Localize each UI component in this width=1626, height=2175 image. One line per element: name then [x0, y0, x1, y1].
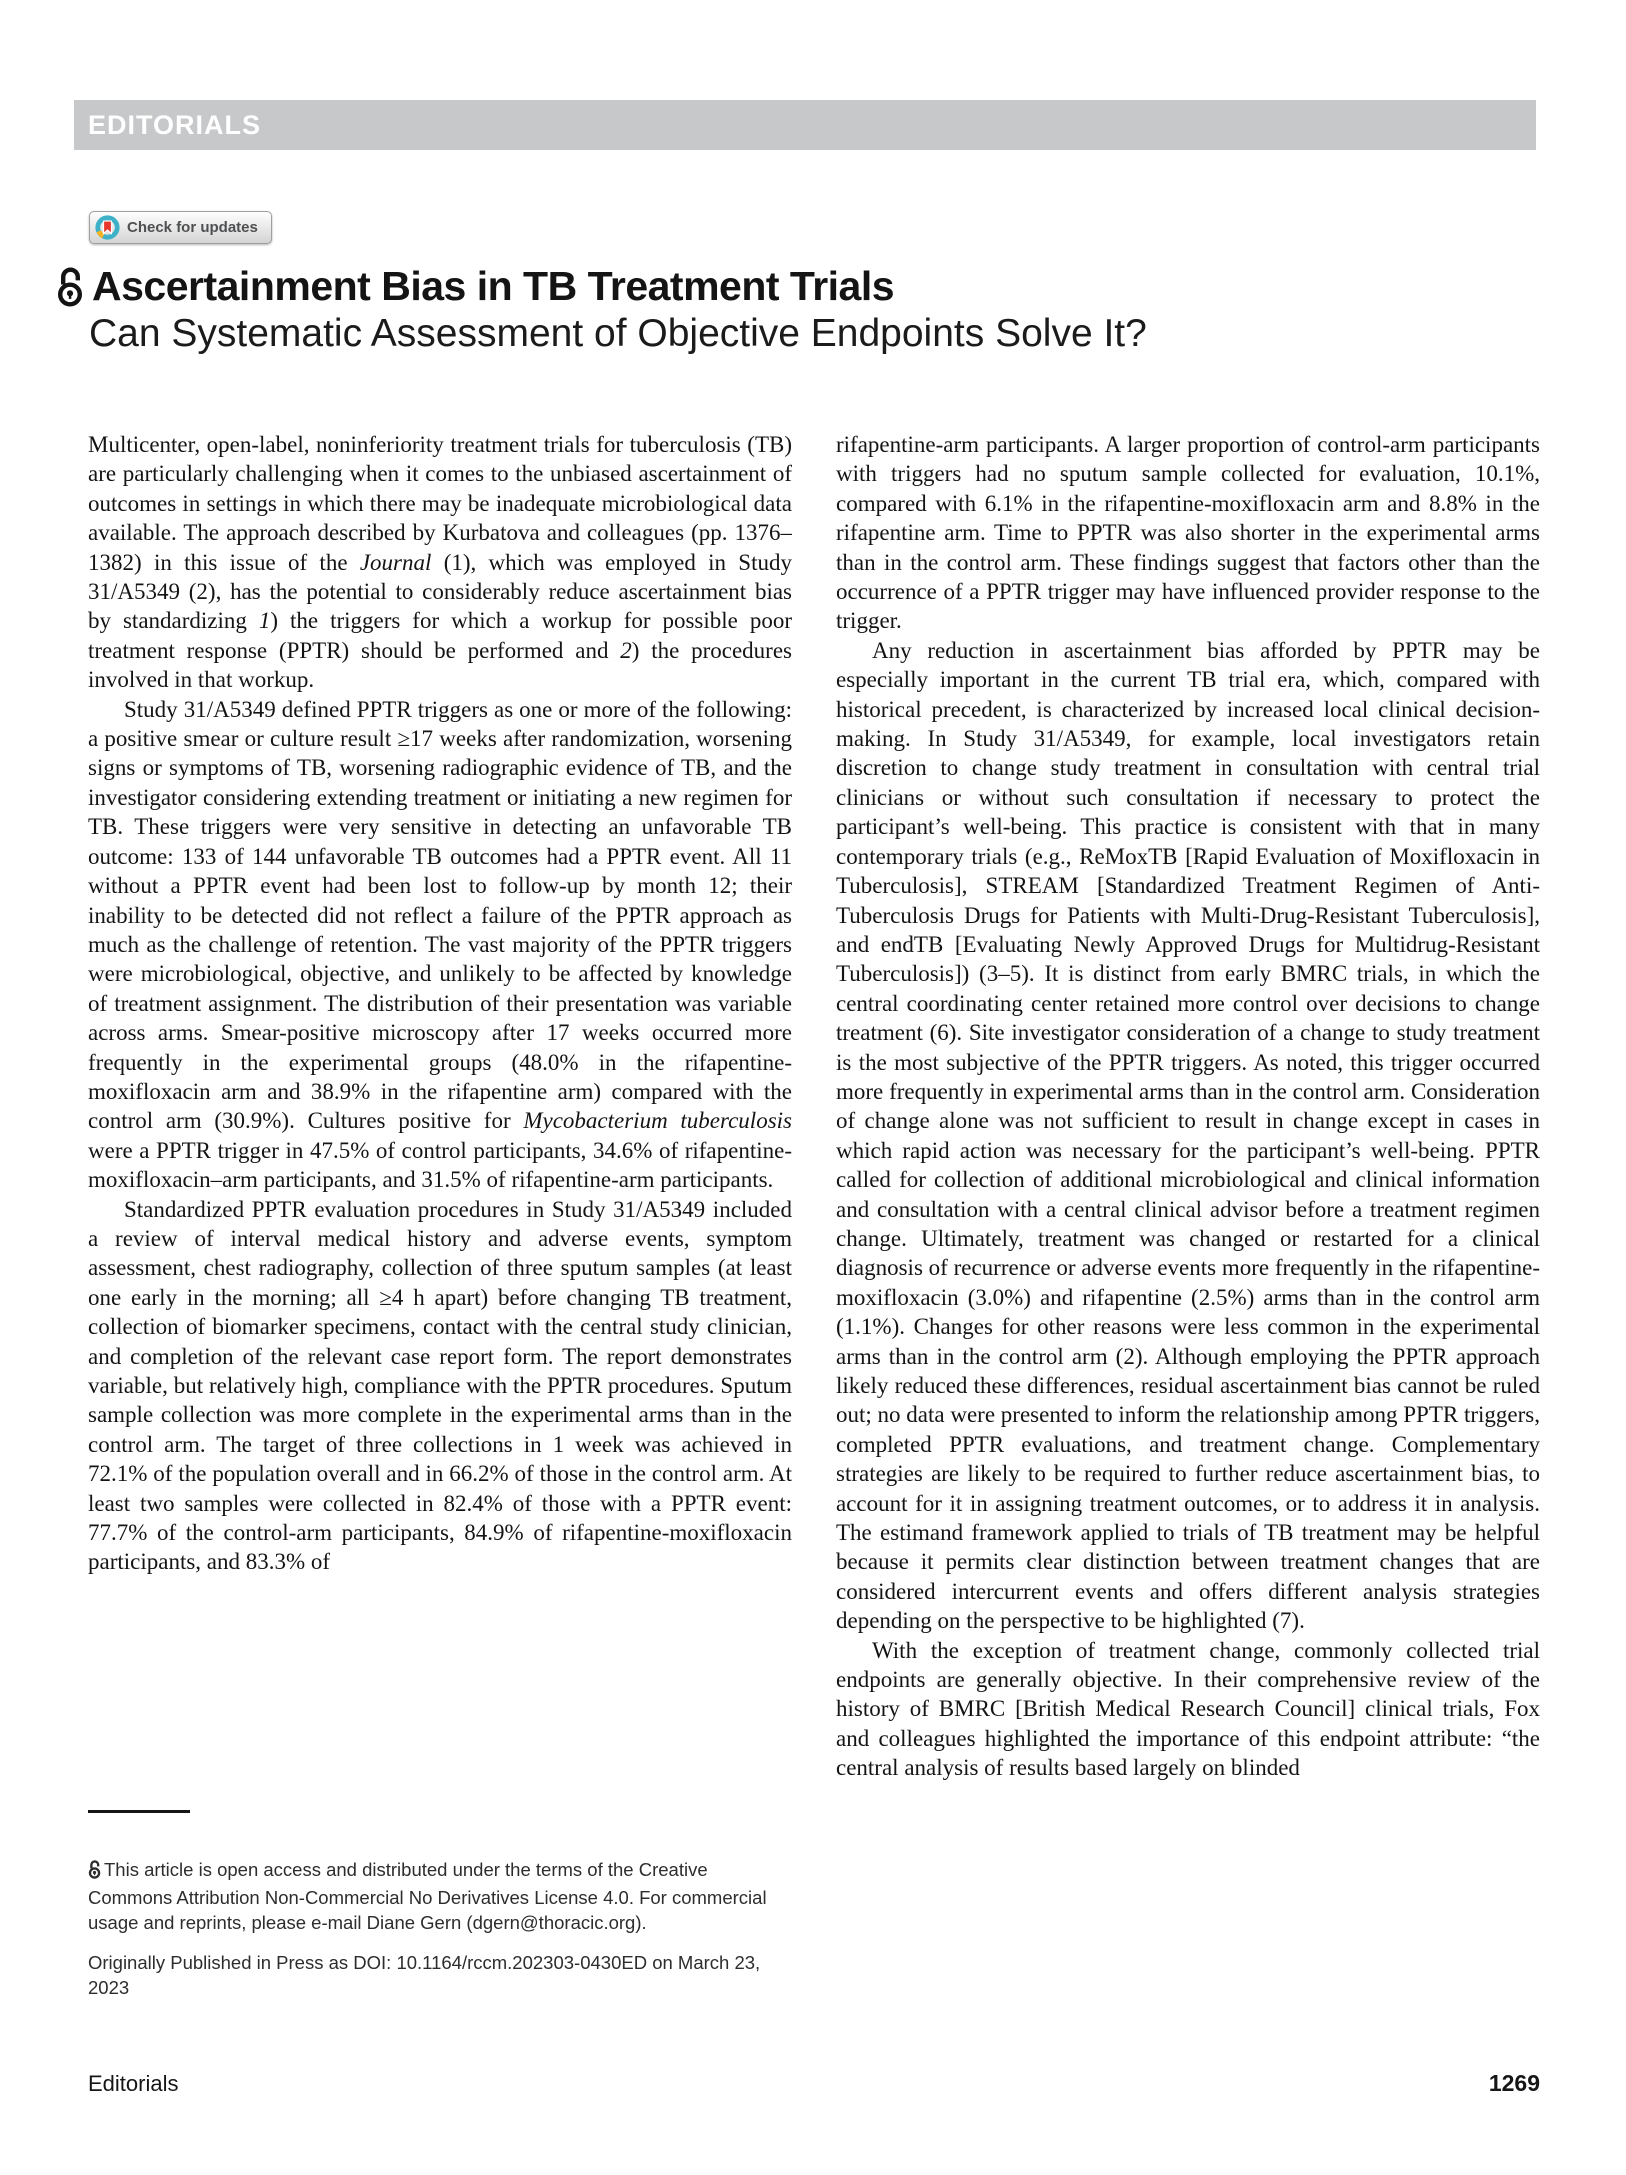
- body-paragraph: With the exception of treatment change, commonly collected trial endpoints are generally objective. In their comprehensive review of the history of BMRC [British Medical Research Council] clinical trials, Fox and colleagues highlighted the importance of this endpoint attribute: “the central analysis of results based largely on blinded: [836, 1637, 1540, 1781]
- check-for-updates-button[interactable]: [89, 211, 272, 244]
- footnote-divider: [88, 1810, 190, 1813]
- body-paragraph: Standardized PPTR evaluation procedures in Study 31/A5349 included a review of interval medical history and adverse events, symptom assessment, chest radiography, collection of three sputum samples (at least one early in the morning; all ≥4 h apart) before changing TB treatment, collection of biomarker specimens, contact with the central study clinician, and completion of the relevant case report form. The report demonstrates variable, but relatively high, compliance with the PPTR procedures. Sputum sample collection was more complete in the experimental arms than in the control arm. The target of three collections in 1 week was achieved in 72.1% of the population overall and in 66.2% of those in the control arm. At least two samples were collected in 82.4% of those with a PPTR event: 77.7% of the control-arm participants, 84.9% of rifapentine-moxifloxacin participants, and 83.3% of: [88, 1196, 792, 1575]
- open-access-footnote-text: This article is open access and distributed under the terms of the Creative Commons Attribution Non-Commercial No Derivatives License 4.0. For commercial usage and reprints, please e-mail Diane Gern (dgern@thoracic.org).: [88, 1859, 767, 1933]
- body-paragraph: rifapentine-arm participants. A larger proportion of control-arm participants with triggers had no sputum sample collected for evaluation, 10.1%, compared with 6.1% in the rifapentine-moxifloxacin arm and 8.8% in the rifapentine arm. Time to PPTR was also shorter in the experimental arms than in the control arm. These findings suggest that factors other than the occurrence of a PPTR trigger may have influenced provider response to the trigger.: [836, 432, 1540, 634]
- section-banner-label: EDITORIALS: [88, 110, 262, 140]
- page-title: Ascertainment Bias in TB Treatment Trials: [92, 263, 895, 309]
- body-paragraph: Study 31/A5349 defined PPTR triggers as one or more of the following: a positive smear or culture result ≥17 weeks after randomization, worsening signs or symptoms of TB, worsening radiographic evidence of TB, and the investigator considering extending treatment or initiating a new regimen for TB. These triggers were very sensitive in detecting an unfavorable TB outcome: 133 of 144 unfavorable TB outcomes had a PPTR event. All 11 without a PPTR event had been lost to follow-up by month 12; their inability to be detected did not reflect a failure of the PPTR approach as much as the challenge of retention. The vast majority of the PPTR triggers were microbiological, objective, and unlikely to be affected by knowledge of treatment assignment. The distribution of their presentation was variable across arms. Smear-positive microscopy after 17 weeks occurred more frequently in the experimental groups (48.0% in the rifapentine-moxifloxacin arm and 38.9% in the rifapentine arm) compared with the control arm (30.9%). Cultures positive for Mycobacterium tuberculosis were a PPTR trigger in 47.5% of control participants, 34.6% of rifapentine-moxifloxacin–arm participants, and 31.5% of rifapentine-arm participants.: [88, 696, 792, 1193]
- body-paragraph: Multicenter, open-label, noninferiority treatment trials for tuberculosis (TB) are particularly challenging when it comes to the unbiased ascertainment of outcomes in settings in which there may be inadequate microbiological data available. The approach described by Kurbatova and colleagues (pp. 1376–1382) in this issue of the Journal (1), which was employed in Study 31/A5349 (2), has the potential to considerably reduce ascertainment bias by standardizing 1) the triggers for which a workup for possible poor treatment response (PPTR) should be performed and 2) the procedures involved in that workup.: [88, 432, 792, 693]
- page-footer: [88, 2070, 1540, 2097]
- article-title-row: [56, 263, 894, 309]
- page-subtitle: Can Systematic Assessment of Objective Endpoints Solve It?: [89, 312, 1147, 355]
- check-for-updates-label: Check for updates: [127, 219, 258, 236]
- page-number: 1269: [1488, 2070, 1540, 2096]
- left-column: [88, 430, 792, 1790]
- right-column: [836, 430, 1540, 1790]
- open-access-lock-icon: [56, 267, 86, 307]
- open-access-footnote: [88, 1857, 796, 1935]
- crossmark-logo-icon: [95, 215, 120, 240]
- doi-footnote: Originally Published in Press as DOI: 10.1164/rccm.202303-0430ED on March 23, 2023: [88, 1952, 761, 1998]
- body-paragraph: Any reduction in ascertainment bias afforded by PPTR may be especially important in the current TB trial era, which, compared with historical precedent, is characterized by increased local clinical decision-making. In Study 31/A5349, for example, local investigators retain discretion to change study treatment in consultation with central trial clinicians or without such consultation if necessary to protect the participant’s well-being. This practice is consistent with that in many contemporary trials (e.g., ReMoxTB [Rapid Evaluation of Moxifloxacin in Tuberculosis], STREAM [Standardized Treatment Regimen of Anti-Tuberculosis Drugs for Patients with Multi-Drug-Resistant Tuberculosis], and endTB [Evaluating Newly Approved Drugs for Multidrug-Resistant Tuberculosis]) (3–5). It is distinct from early BMRC trials, in which the central coordinating center retained more control over decisions to change treatment (6). Site investigator consideration of a change to study treatment is the most subjective of the PPTR triggers. As noted, this trigger occurred more frequently in experimental arms than in the control arm. Consideration of change alone was not sufficient to result in change except in cases in which rapid action was necessary for the participant’s well-being. PPTR called for collection of additional microbiological and clinical information and consultation with a central clinical advisor before a treatment regimen change. Ultimately, treatment was changed or restarted for a clinical diagnosis of recurrence or adverse events more frequently in the rifapentine-moxifloxacin (3.0%) and rifapentine (2.5%) arms than in the control arm (1.1%). Changes for other reasons were less common in the experimental arms than in the control arm (2). Although employing the PPTR approach likely reduced these differences, residual ascertainment bias cannot be ruled out; no data were presented to inform the relationship among PPTR triggers, completed PPTR evaluations, and treatment change. Complementary strategies are likely to be required to further reduce ascertainment bias, to account for it in assigning treatment outcomes, or to address it in analysis. The estimand framework applied to trials of TB treatment may be helpful because it permits clear distinction between treatment changes that are considered intercurrent events and offers different analysis strategies depending on the perspective to be highlighted (7).: [836, 637, 1540, 1634]
- article-body: [88, 430, 1540, 1790]
- open-access-lock-icon: [88, 1860, 102, 1885]
- footer-section-label: Editorials: [88, 2071, 179, 2096]
- footnote-block: [88, 1810, 796, 2015]
- section-banner: [74, 100, 1536, 150]
